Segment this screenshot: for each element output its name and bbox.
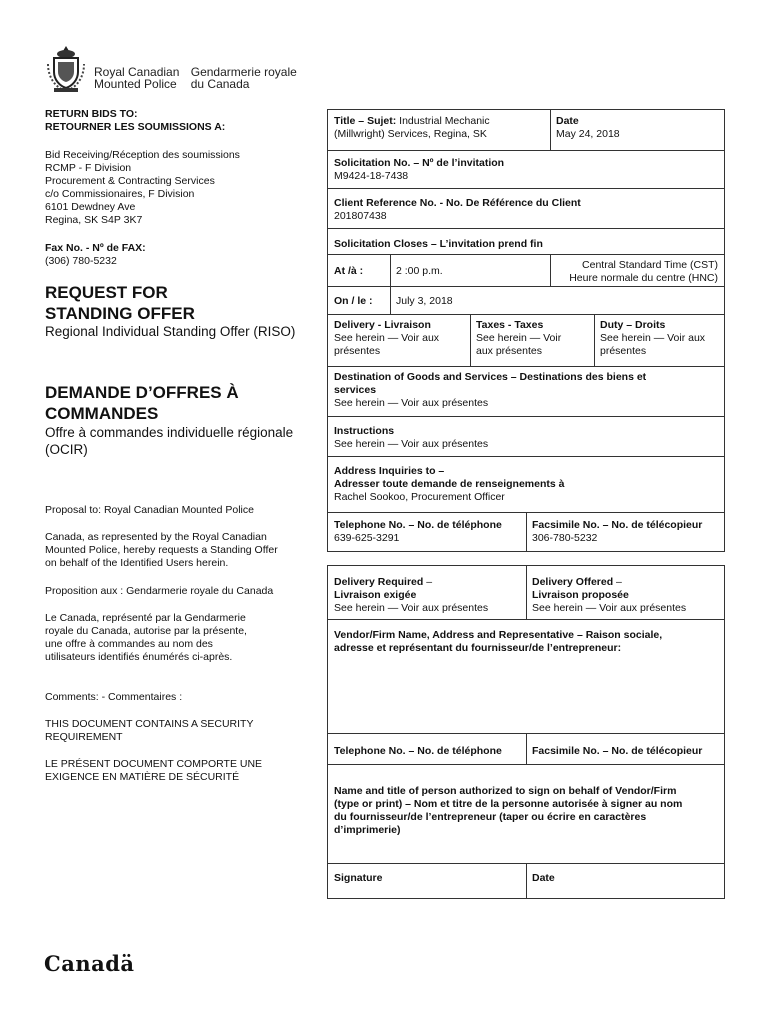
- proposal-to-en: Proposal to: Royal Canadian Mounted Police: [45, 504, 254, 516]
- vendor-telephone-label[interactable]: Telephone No. – No. de téléphone: [334, 745, 502, 757]
- page-subtitle-fr-line1: Offre à commandes individuelle régionale: [45, 425, 294, 440]
- page-subtitle: Regional Individual Standing Offer (RISO): [45, 324, 296, 339]
- delivery-offered-value: See herein — Voir aux présentes: [532, 602, 687, 614]
- facsimile-label: Facsimile No. – No. de télécopieur: [532, 519, 703, 531]
- proposal-line: Le Canada, représenté par la Gendarmerie: [45, 612, 246, 624]
- taxes-cell: [470, 316, 594, 361]
- solicitation-form: [327, 109, 725, 552]
- destination-label-1: Destination of Goods and Services – Destinations des biens et: [334, 371, 647, 383]
- proposal-body-en: [45, 531, 305, 570]
- return-bids-title-en: RETURN BIDS TO:: [45, 108, 138, 120]
- address-line: Bid Receiving/Réception des soumissions: [45, 149, 240, 161]
- duty-value-2: présentes: [600, 345, 647, 357]
- taxes-value-1: See herein — Voir: [476, 332, 562, 344]
- client-reference-label: Client Reference No. - No. De Référence du Client: [334, 197, 581, 209]
- page-title-line1: REQUEST FOR: [45, 283, 168, 302]
- delivery-offered-cell: [526, 573, 724, 618]
- date-cell: [550, 112, 724, 144]
- instructions-value: See herein — Voir aux présentes: [334, 438, 489, 450]
- inquiries-label-1: Address Inquiries to –: [334, 465, 445, 477]
- timezone-cell: [550, 256, 724, 288]
- proposal-to-fr: Proposition aux : Gendarmerie royale du Canada: [45, 585, 274, 597]
- instructions-cell: [328, 422, 724, 454]
- org-name-fr-2: du Canada: [190, 77, 250, 91]
- security-line: THIS DOCUMENT CONTAINS A SECURITY: [45, 718, 254, 730]
- title-value-1: Industrial Mechanic: [396, 115, 490, 127]
- taxes-value-2: aux présentes: [476, 345, 542, 357]
- authorized-person-cell[interactable]: [328, 782, 724, 840]
- duty-value-1: See herein — Voir aux: [600, 332, 706, 344]
- on-value: July 3, 2018: [396, 295, 453, 307]
- date-label: Date: [556, 115, 579, 127]
- solicitation-number-value: M9424-18-7438: [334, 170, 409, 182]
- proposal-body-fr: [45, 612, 305, 664]
- inquiries-cell: [328, 462, 724, 507]
- delivery-value-2: présentes: [334, 345, 381, 357]
- solicitation-closes-label: Solicitation Closes – L’invitation prend fin: [334, 238, 543, 250]
- page-title-fr-line2: COMMANDES: [45, 404, 159, 423]
- delivery-required-label-1: Delivery Required: [334, 576, 424, 588]
- taxes-label: Taxes - Taxes: [476, 319, 544, 331]
- destination-label-2: services: [334, 384, 377, 396]
- security-notice-en: [45, 718, 305, 744]
- title-value-2: (Millwright) Services, Regina, SK: [334, 128, 487, 140]
- title-cell: [328, 112, 550, 144]
- vendor-name-label-1: Vendor/Firm Name, Address and Representative – Raison sociale,: [334, 629, 663, 641]
- delivery-offered-label-2: Livraison proposée: [532, 589, 629, 601]
- org-name-en-1: Royal Canadian: [94, 65, 180, 79]
- facsimile-value: 306-780-5232: [532, 532, 598, 544]
- facsimile-cell: [526, 516, 724, 548]
- address-line: RCMP - F Division: [45, 162, 132, 174]
- delivery-required-value: See herein — Voir aux présentes: [334, 602, 489, 614]
- authorized-line: Name and title of person authorized to sign on behalf of Vendor/Firm: [334, 785, 677, 797]
- client-reference-value: 201807438: [334, 210, 387, 222]
- page-title-fr-line1: DEMANDE D’OFFRES À: [45, 383, 239, 402]
- telephone-cell: [328, 516, 526, 548]
- signature-date-label[interactable]: Date: [532, 872, 555, 884]
- rcmp-crest-icon: [44, 44, 88, 94]
- instructions-label: Instructions: [334, 425, 395, 437]
- organization-name: [94, 66, 305, 90]
- duty-cell: [594, 316, 724, 361]
- solicitation-number-label: Solicitation No. – Nº de l’invitation: [334, 157, 505, 169]
- delivery-value-1: See herein — Voir aux: [334, 332, 440, 344]
- page-subtitle-fr-line2: (OCIR): [45, 442, 88, 457]
- telephone-label: Telephone No. – No. de téléphone: [334, 519, 502, 531]
- fax-value: (306) 780-5232: [45, 255, 117, 267]
- inquiries-value: Rachel Sookoo, Procurement Officer: [334, 491, 505, 503]
- proposal-line: on behalf of the Identified Users herein.: [45, 557, 229, 569]
- delivery-required-dash: –: [423, 576, 433, 588]
- fax-label: Fax No. - Nº de FAX:: [45, 242, 146, 254]
- proposal-line: utilisateurs identifiés énumérés ci-après.: [45, 651, 233, 663]
- org-name-en-2: Mounted Police: [94, 77, 177, 91]
- canada-wordmark: Canadä: [44, 951, 135, 976]
- vendor-name-label-2: adresse et représentant du fournisseur/de l’entrepreneur:: [334, 642, 622, 654]
- return-bids-title-fr: RETOURNER LES SOUMISSIONS A:: [45, 121, 226, 133]
- timezone-en: Central Standard Time (CST): [582, 259, 718, 271]
- destination-value: See herein — Voir aux présentes: [334, 397, 489, 409]
- org-name-fr-1: Gendarmerie royale: [190, 65, 297, 79]
- page-title-line2: STANDING OFFER: [45, 304, 195, 323]
- timezone-fr: Heure normale du centre (HNC): [569, 272, 718, 284]
- address-line: c/o Commissionaires, F Division: [45, 188, 195, 200]
- at-value: 2 :00 p.m.: [396, 265, 443, 277]
- delivery-offered-label-1: Delivery Offered: [532, 576, 614, 588]
- destination-cell: [328, 368, 724, 413]
- delivery-offered-dash: –: [613, 576, 622, 588]
- delivery-cell: [328, 316, 470, 361]
- security-line: REQUIREMENT: [45, 731, 123, 743]
- signature-label[interactable]: Signature: [334, 872, 383, 884]
- address-line: Procurement & Contracting Services: [45, 175, 215, 187]
- on-label: On / le :: [334, 295, 373, 307]
- inquiries-label-2: Adresser toute demande de renseignements à: [334, 478, 565, 490]
- telephone-value: 639-625-3291: [334, 532, 400, 544]
- return-address: [45, 149, 305, 227]
- title-label: Title – Sujet:: [334, 115, 397, 127]
- date-value: May 24, 2018: [556, 128, 620, 140]
- solicitation-number-cell: [328, 154, 724, 186]
- vendor-form: [327, 565, 725, 899]
- vendor-name-cell[interactable]: [328, 626, 724, 658]
- comments-label: Comments: - Commentaires :: [45, 691, 183, 703]
- security-notice-fr: [45, 758, 305, 784]
- proposal-line: une offre à commandes au nom des: [45, 638, 213, 650]
- delivery-required-cell: [328, 573, 526, 618]
- authorized-line: du fournisseur/de l’entrepreneur (taper ou écrire en caractères: [334, 811, 647, 823]
- delivery-required-label-2: Livraison exigée: [334, 589, 417, 601]
- vendor-facsimile-label[interactable]: Facsimile No. – No. de télécopieur: [532, 745, 703, 757]
- authorized-line: (type or print) – Nom et titre de la personne autorisée à signer au nom: [334, 798, 683, 810]
- security-line: LE PRÉSENT DOCUMENT COMPORTE UNE: [45, 758, 263, 770]
- proposal-line: Mounted Police, hereby requests a Standing Offer: [45, 544, 278, 556]
- address-line: Regina, SK S4P 3K7: [45, 214, 143, 226]
- proposal-line: royale du Canada, autorise par la présente,: [45, 625, 247, 637]
- proposal-line: Canada, as represented by the Royal Canadian: [45, 531, 267, 543]
- address-line: 6101 Dewdney Ave: [45, 201, 136, 213]
- duty-label: Duty – Droits: [600, 319, 666, 331]
- client-reference-cell: [328, 194, 724, 226]
- delivery-label: Delivery - Livraison: [334, 319, 431, 331]
- security-line: EXIGENCE EN MATIÈRE DE SÉCURITÉ: [45, 771, 240, 783]
- authorized-line: d’imprimerie): [334, 824, 401, 836]
- at-label: At /à :: [334, 265, 364, 277]
